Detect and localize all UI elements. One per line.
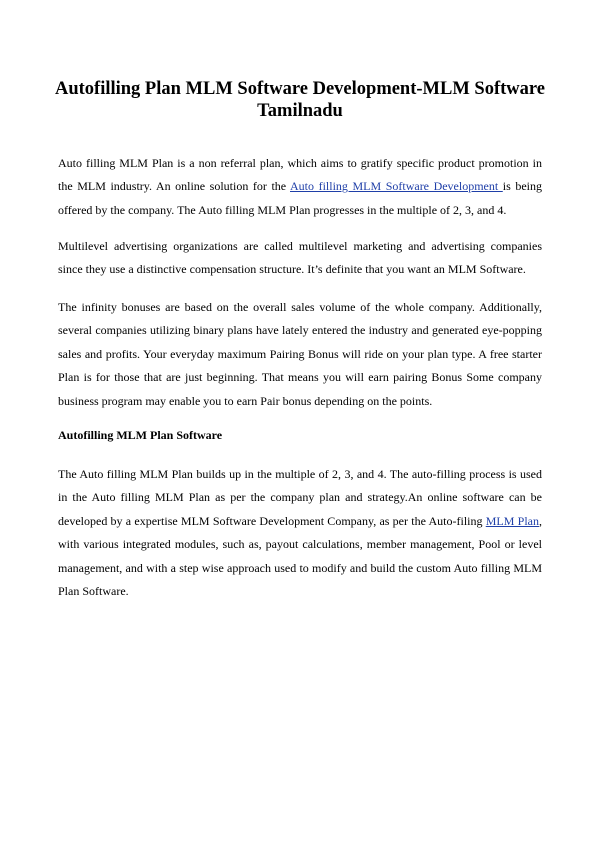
intro-text-after: is being offered by the company. The Auto filling MLM Plan progresses in the multiple of 2, 3, and 4.	[58, 179, 543, 217]
plan-text-after: , with various integrated modules, such as, payout calculations, member management, Pool or level management, and with a step wise approach used to modify and build the custom Auto filling MLM Plan Software.	[58, 513, 543, 599]
section-subheading: Autofilling MLM Plan Software	[58, 428, 223, 442]
mlm-plan-link[interactable]: MLM Plan	[485, 513, 540, 528]
intro-paragraph	[58, 152, 542, 222]
infinity-bonus-paragraph: The infinity bonuses are based on the overall sales volume of the whole company. Additionally, several companies utilizing binary plans have lately entered the industry and generated eye-popping sales and profits. Your everyday maximum Pairing Bonus will ride on your plan type. A free starter Plan is for those that are just beginning. That means you will earn pairing Bonus Some company business program may enable you to earn Pair bonus depending on the points.	[58, 300, 542, 408]
page-title: Autofilling Plan MLM Software Development-MLM Software Tamilnadu	[54, 79, 545, 121]
auto-filling-mlm-software-development-link[interactable]: Auto filling MLM Software Development	[290, 179, 503, 194]
multilevel-paragraph: Multilevel advertising organizations are called multilevel marketing and advertising companies since they use a distinctive compensation structure. It’s definite that you want an MLM Software.	[58, 239, 542, 277]
intro-text-before: Auto filling MLM Plan is a non referral plan, which aims to gratify specific product promotion in the MLM industry. An online solution for the	[58, 156, 542, 194]
plan-text-before: The Auto filling MLM Plan builds up in the multiple of 2, 3, and 4. The auto-filling process is used in the Auto filling MLM Plan as per the company plan and strategy.An online software can be developed by a expertise MLM Software Development Company, as per the Auto-filing	[58, 467, 542, 528]
plan-software-paragraph	[58, 463, 542, 603]
